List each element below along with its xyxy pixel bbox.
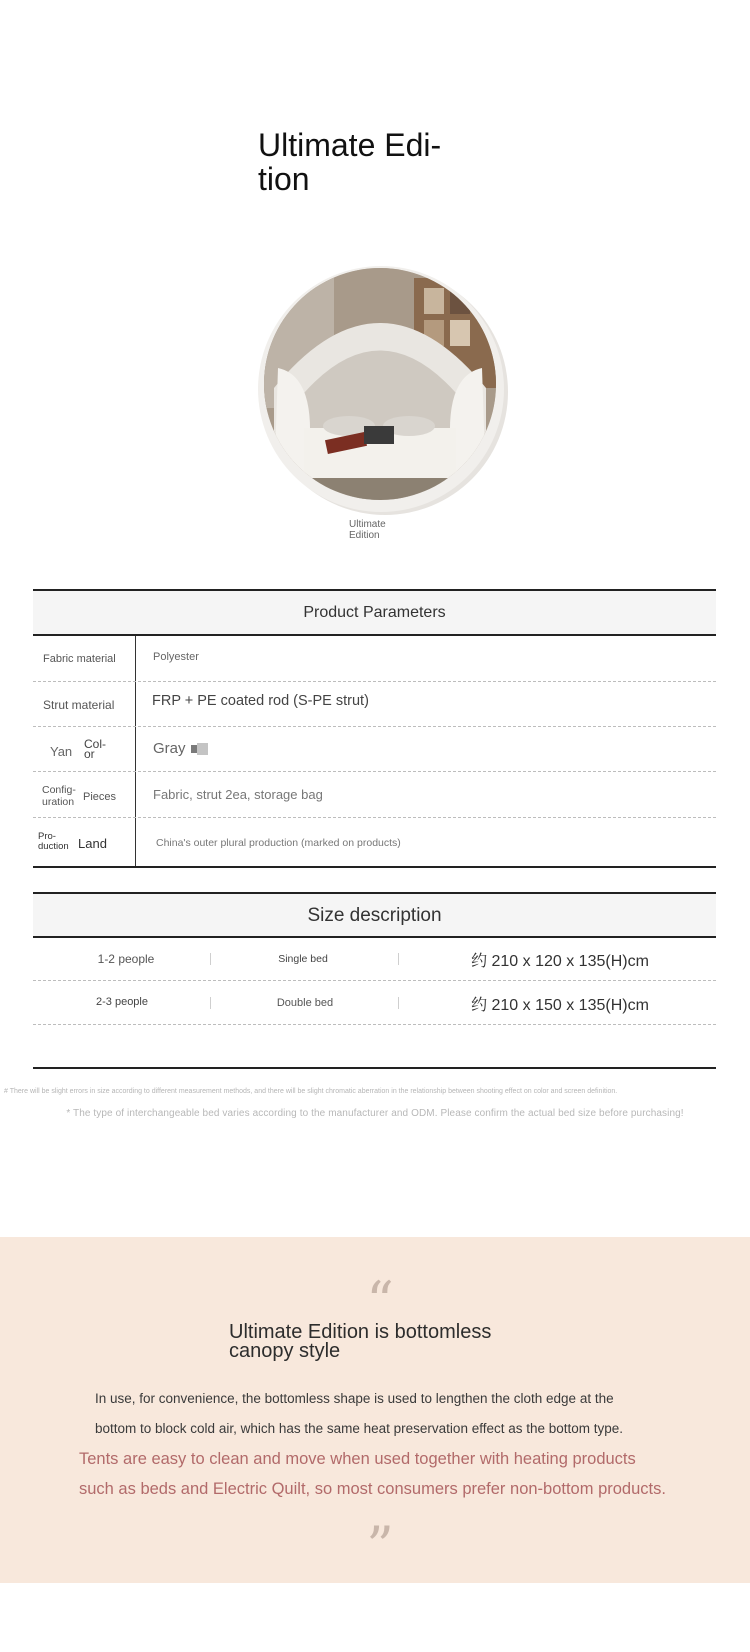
params-bottom-rule bbox=[33, 866, 716, 868]
bed-type-note: * The type of interchangeable bed varies according to the manufacturer and ODM. Please confirm the actual bed size before purchasing! bbox=[66, 1108, 684, 1119]
size-dims-2: 约 210 x 150 x 135(H)cm bbox=[471, 997, 649, 1014]
size-dims-1: 约 210 x 120 x 135(H)cm bbox=[471, 953, 649, 970]
param-label-configuration-line-2: uration bbox=[42, 796, 75, 808]
feature-paragraph-1 bbox=[95, 1384, 655, 1444]
feature-title bbox=[229, 1323, 529, 1361]
feature-title-line-2: canopy style bbox=[229, 1340, 341, 1362]
size-people-1: 1-2 people bbox=[97, 952, 155, 966]
feature-paragraph-1-line-1: In use, for convenience, the bottomless shape is used to lengthen the cloth edge at the bbox=[95, 1391, 614, 1406]
params-row-divider bbox=[33, 681, 716, 682]
size-heading: Size description bbox=[33, 894, 716, 937]
param-label-color-line-2: or bbox=[84, 747, 95, 761]
page-title-line-1: Ultimate Edi- bbox=[258, 127, 442, 163]
measurement-note: # There will be slight errors in size according to different measurement methods, and there will be slight chromatic aberration in the relationship between shooting effect on color and screen definition. bbox=[4, 1088, 618, 1095]
params-column-divider bbox=[135, 636, 136, 866]
feature-paragraph-2-line-1: Tents are easy to clean and move when used together with heating products bbox=[79, 1450, 636, 1468]
param-label-production bbox=[38, 832, 69, 852]
photo-caption-line-2: Edition bbox=[349, 530, 380, 541]
param-label-color-line-1: Col- bbox=[84, 737, 107, 751]
param-label-production-line-2-text: duction bbox=[38, 841, 69, 852]
param-label-configuration bbox=[42, 784, 76, 808]
params-row-divider bbox=[33, 771, 716, 772]
feature-title-line-1: Ultimate Edition is bottomless bbox=[229, 1321, 492, 1343]
size-col-tick bbox=[398, 997, 399, 1009]
params-row-divider bbox=[33, 817, 716, 818]
param-label-strut: Strut material bbox=[43, 698, 115, 712]
size-row-divider bbox=[33, 1024, 716, 1025]
param-value-configuration: Fabric, strut 2ea, storage bag bbox=[153, 787, 323, 802]
param-label-configuration-line-1: Config- bbox=[42, 784, 76, 796]
params-heading: Product Parameters bbox=[33, 591, 716, 635]
size-bed-2: Double bed bbox=[276, 997, 334, 1009]
size-bed-1: Single bed bbox=[278, 953, 328, 965]
page-title-line-2: tion bbox=[258, 161, 310, 197]
size-row-divider bbox=[33, 980, 716, 981]
size-col-tick bbox=[210, 997, 211, 1009]
photo-caption-line-1: Ultimate bbox=[349, 519, 386, 530]
param-value-land: China's outer plural production (marked on products) bbox=[156, 837, 401, 849]
size-col-tick bbox=[398, 953, 399, 965]
photo-caption bbox=[349, 519, 409, 541]
feature-paragraph-2-line-2: such as beds and Electric Quilt, so most consumers prefer non-bottom products. bbox=[79, 1480, 666, 1498]
size-bottom-rule bbox=[33, 1067, 716, 1069]
param-label-fabric: Fabric material bbox=[43, 653, 116, 665]
params-row-divider bbox=[33, 726, 716, 727]
close-quote-icon: ” bbox=[366, 1515, 394, 1578]
product-photo bbox=[264, 268, 496, 500]
param-label-pieces: Pieces bbox=[83, 791, 117, 803]
param-value-fabric: Polyester bbox=[153, 651, 199, 663]
param-label-color bbox=[84, 739, 106, 759]
param-label-land: Land bbox=[78, 836, 107, 851]
page-title bbox=[258, 128, 478, 196]
feature-paragraph-1-line-2: bottom to block cold air, which has the same heat preservation effect as the bottom type. bbox=[95, 1421, 624, 1436]
size-col-tick bbox=[210, 953, 211, 965]
param-value-strut: FRP + PE coated rod (S-PE strut) bbox=[152, 693, 369, 709]
size-header-rule bbox=[33, 936, 716, 938]
size-people-2: 2-3 people bbox=[96, 996, 148, 1008]
feature-paragraph-2 bbox=[79, 1444, 679, 1504]
param-label-production-line-1: Pro- bbox=[38, 831, 56, 842]
param-label-yan: Yan bbox=[50, 744, 73, 759]
color-swatch-gray bbox=[197, 743, 208, 755]
param-value-color: Gray bbox=[153, 740, 186, 757]
param-label-production-line-2 bbox=[38, 842, 69, 852]
open-quote-icon: “ bbox=[366, 1270, 394, 1333]
tent-illustration bbox=[264, 268, 496, 500]
